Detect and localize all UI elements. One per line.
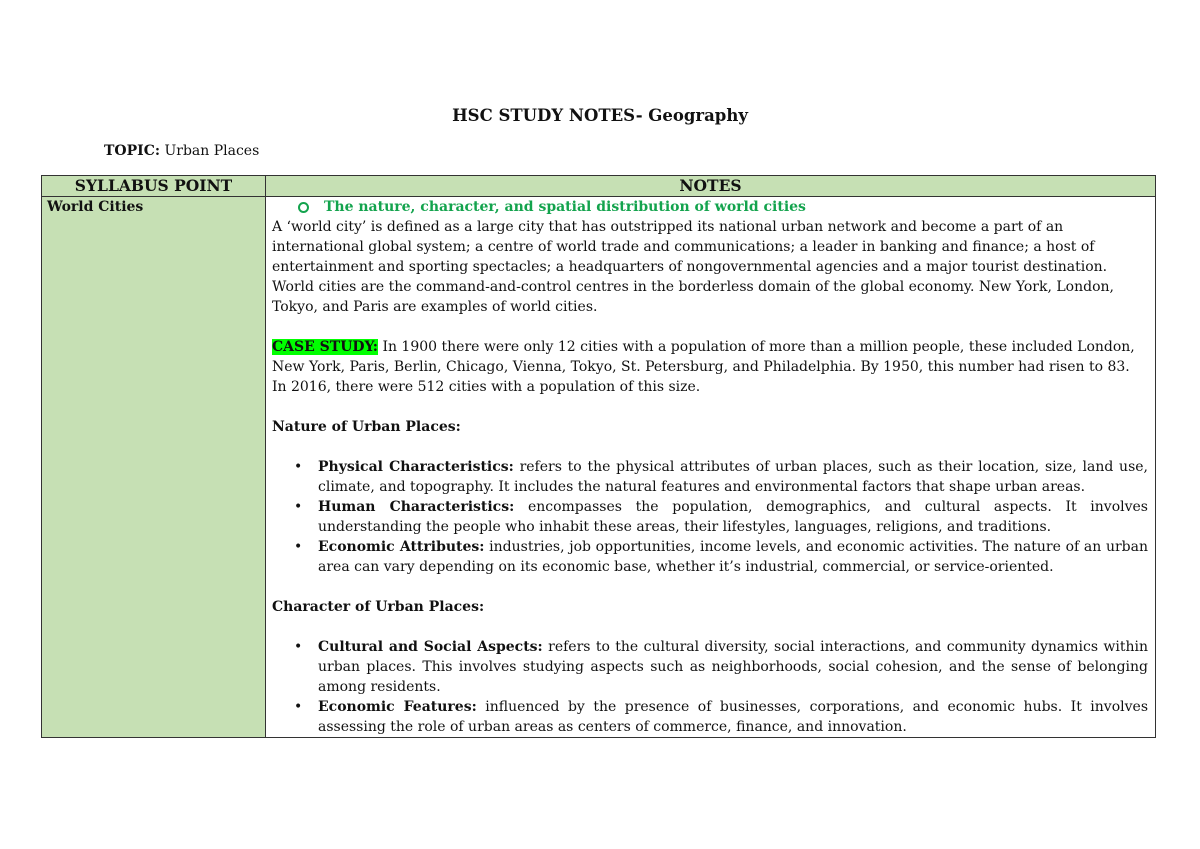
item-text: refers to the cultural diversity, social interactions, and community dynamics within urban places. This involves studying aspects such as neighborhoods, social cohesion, and the sense of belonging among residents. [318, 639, 1149, 695]
item-text: refers to the physical attributes of urban places, such as their location, size, land use, climate, and topography. It includes the natural features and environmental factors that shape urban areas. [318, 459, 1148, 495]
item-term: Human Characteristics: [318, 499, 515, 515]
topic-value: Urban Places [164, 143, 260, 159]
case-study-text: In 1900 there were only 12 cities with a population of more than a million people, these included London, New York, Paris, Berlin, Chicago, Vienna, Tokyo, St. Petersburg, and Philadelphia. By 1950, this number had risen to 83. In 2016, there were 512 cities with a population of this size. [272, 339, 1135, 395]
header-notes: NOTES [266, 176, 1156, 197]
list-item [272, 697, 1148, 737]
bullet-icon: • [294, 699, 303, 715]
item-term: Cultural and Social Aspects: [318, 639, 543, 655]
nature-list [272, 457, 1148, 577]
header-syllabus-point: SYLLABUS POINT [42, 176, 266, 197]
list-item [272, 637, 1148, 697]
case-study-paragraph [272, 337, 1148, 397]
item-term: Economic Attributes: [318, 539, 485, 555]
nature-heading: Nature of Urban Places: [272, 419, 461, 435]
bullet-icon: • [294, 639, 303, 655]
notes-table [41, 175, 1156, 738]
document-title: HSC STUDY NOTES- Geography [452, 106, 748, 125]
syllabus-point-cell: World Cities [42, 197, 266, 738]
hollow-bullet-icon [298, 202, 309, 213]
notes-cell [266, 197, 1156, 738]
item-term: Economic Features: [318, 699, 477, 715]
character-heading: Character of Urban Places: [272, 599, 485, 615]
subheading-text: The nature, character, and spatial distribution of world cities [324, 199, 806, 215]
item-text: encompasses the population, demographics, and cultural aspects. It involves understanding the people who inhabit these areas, their lifestyles, languages, religions, and traditions. [318, 499, 1148, 535]
item-text: influenced by the presence of businesses, corporations, and economic hubs. It involves assessing the role of urban areas as centers of commerce, finance, and innovation. [318, 699, 1148, 735]
topic-label: TOPIC: [104, 143, 160, 159]
subheading [272, 197, 1148, 217]
bullet-icon: • [294, 539, 303, 555]
item-term: Physical Characteristics: [318, 459, 514, 475]
bullet-icon: • [294, 459, 303, 475]
table-header-row [42, 176, 1156, 197]
character-list [272, 637, 1148, 737]
topic-line [104, 143, 259, 159]
intro-paragraph: A ‘world city’ is defined as a large city that has outstripped its national urban network and become a part of an international global system; a centre of world trade and communications; a leader in banking and finance; a host of entertainment and sporting spectacles; a headquarters of nongovernmental agencies and a major tourist destination. World cities are the command-and-control centres in the borderless domain of the global economy. New York, London, Tokyo, and Paris are examples of world cities. [272, 219, 1114, 315]
list-item [272, 457, 1148, 497]
bullet-icon: • [294, 499, 303, 515]
list-item [272, 537, 1148, 577]
table-row [42, 197, 1156, 738]
case-study-label: CASE STUDY: [272, 339, 378, 355]
list-item [272, 497, 1148, 537]
item-text: industries, job opportunities, income levels, and economic activities. The nature of an urban area can vary depending on its economic base, whether it’s industrial, commercial, or service-oriented. [318, 539, 1148, 575]
